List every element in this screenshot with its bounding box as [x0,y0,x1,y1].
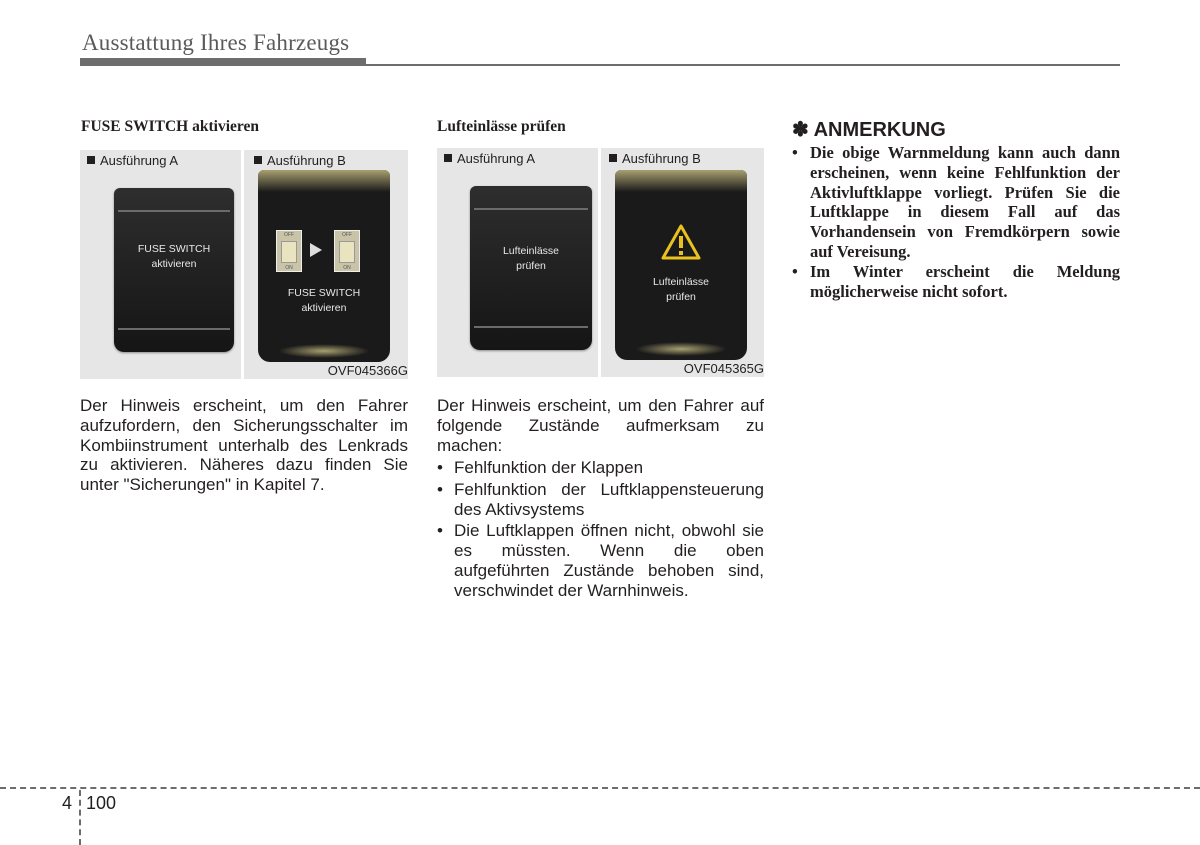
figure-label-a [87,153,178,168]
figure-label-a-text: Ausführung A [100,153,179,168]
header-rule [80,64,1120,66]
list-item: • Fehlfunktion der Luftklappensteuerung des Aktivsystems [437,480,764,520]
figure-label-b [254,153,346,168]
note-heading: ✽ ANMERKUNG [792,119,946,141]
panel-b-line1: FUSE SWITCH [287,287,361,299]
panel-top-line [118,210,230,212]
figure-label-b [609,151,701,166]
panel-glow-top [615,170,747,192]
panel-top-line [474,208,588,210]
body-text-fuse-switch [80,396,408,495]
body-intro: Der Hinweis erscheint, um den Fahrer auf folgende Zustände aufmerksam zu machen: [437,396,764,455]
footer-rule [0,787,1200,789]
square-bullet-icon [254,156,262,164]
panel-glow-bottom [278,344,370,358]
note-list [792,143,1120,301]
page-number: 100 [86,793,117,813]
note-item: • Die obige Warnmeldung kann auch dann erscheinen, wenn keine Fehlfunktion der Aktivluftklappe vorliegt. Prüfen Sie die Luftklappe in diesem Fall auf das Vorhandensein von Fremdkörpern sowie auf Vereisung. [792,143,1120,262]
page-header-title: Ausstattung Ihres Fahrzeugs [82,30,350,55]
switch-on-label-a: ON [285,265,293,271]
panel-bottom-line [118,328,230,330]
panel-a-line2: prüfen [516,260,546,272]
body-text-air-intake [437,396,764,455]
figure-code: OVF045366G [327,363,408,378]
warning-triangle-icon [661,224,701,260]
panel-bottom-line [474,326,588,328]
switch-off-label: OFF [284,232,294,238]
square-bullet-icon [87,156,95,164]
air-intake-bullet-list [437,458,764,603]
switch-off-icon [276,230,302,272]
panel-glow-bottom [635,342,727,356]
figure-divider [241,150,244,379]
section-heading-fuse-switch: FUSE SWITCH aktivieren [81,118,259,135]
square-bullet-icon [609,154,617,162]
panel-glow-top [258,170,390,192]
figure-air-intake [437,148,764,377]
panel-b-line2: prüfen [666,291,696,303]
panel-a-line2: aktivieren [151,258,197,270]
arrow-right-icon [310,243,322,257]
display-panel-a [470,186,592,350]
footer-vertical-rule [79,790,81,845]
panel-b-line2: aktivieren [301,302,347,314]
display-panel-b [258,170,390,362]
switch-on-label-b: ON [343,265,351,271]
switch-on-icon [334,230,360,272]
list-item: • Fehlfunktion der Klappen [437,458,764,478]
figure-label-b-text: Ausführung B [267,153,346,168]
panel-a-line1: Lufteinlässe [502,245,560,257]
square-bullet-icon [444,154,452,162]
figure-divider [598,148,601,377]
panel-a-line1: FUSE SWITCH [137,243,211,255]
figure-label-a-text: Ausführung A [457,151,536,166]
figure-label-a [444,151,535,166]
figure-fuse-switch [80,150,408,379]
list-item: • Die Luftklappen öffnen nicht, obwohl sie es müssten. Wenn die oben aufgeführten Zustände behoben sind, verschwindet der Warnhinweis. [437,521,764,600]
note-item: • Im Winter erscheint die Meldung möglicherweise nicht sofort. [792,262,1120,302]
figure-label-b-text: Ausführung B [622,151,701,166]
panel-b-line1: Lufteinlässe [652,276,710,288]
switch-off-label-b: OFF [342,232,352,238]
section-heading-air-intake: Lufteinlässe prüfen [437,118,566,135]
switch-diagram [276,230,372,270]
figure-code: OVF045365G [683,361,764,376]
display-panel-a [114,188,234,352]
display-panel-b [615,170,747,360]
chapter-number: 4 [62,793,73,813]
body-paragraph: Der Hinweis erscheint, um den Fahrer aufzufordern, den Sicherungsschalter im Kombiinstrument unterhalb des Lenkrads zu aktivieren. Näheres dazu finden Sie unter "Sicherungen" in Kapitel 7. [80,396,408,495]
